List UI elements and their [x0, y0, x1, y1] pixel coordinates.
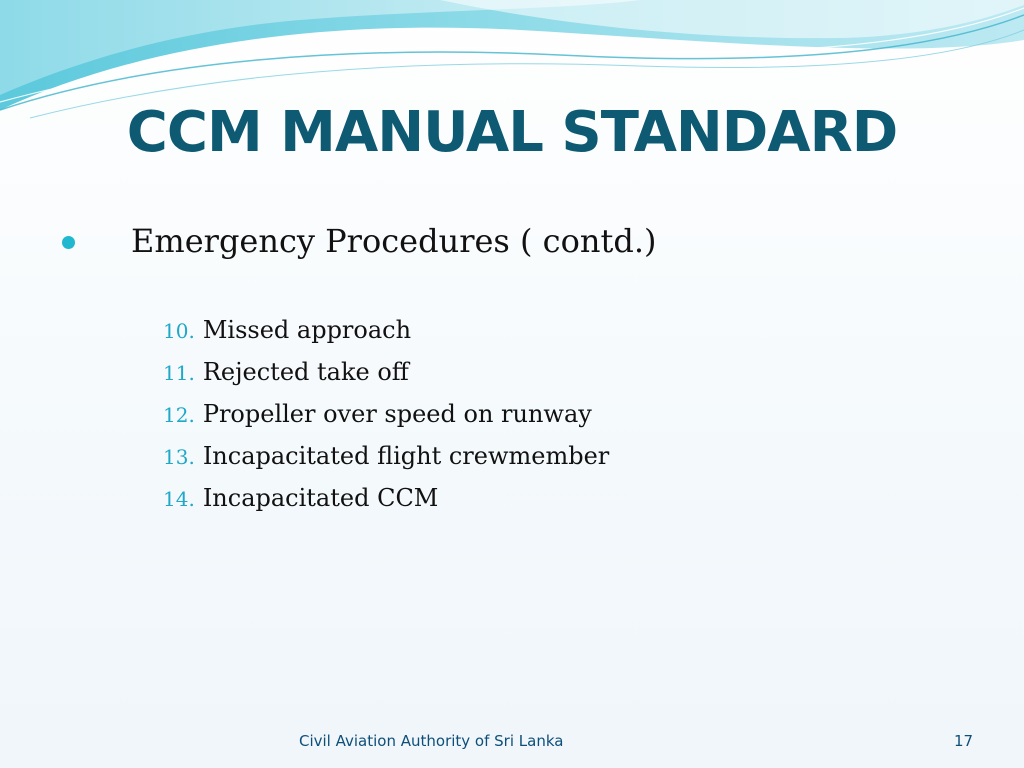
list-item-number: 12.: [163, 403, 195, 427]
list-item-text: Missed approach: [202, 316, 412, 344]
list-item-text: Incapacitated flight crewmember: [202, 442, 610, 470]
page-number: 17: [954, 732, 974, 750]
list-item-text: Incapacitated CCM: [202, 484, 439, 512]
list-item: [163, 394, 609, 436]
bullet-text: Emergency Procedures ( contd.): [131, 222, 657, 260]
list-item: [163, 436, 609, 478]
list-item: [163, 310, 609, 352]
procedure-list: [163, 310, 609, 520]
list-item-number: 10.: [163, 319, 195, 343]
slide-title: CCM MANUAL STANDARD: [126, 100, 898, 165]
list-item: [163, 478, 609, 520]
bullet-item: [62, 218, 656, 264]
list-item-number: 11.: [163, 361, 195, 385]
bullet-dot-icon: [62, 236, 75, 249]
list-item-number: 13.: [163, 445, 195, 469]
list-item: [163, 352, 609, 394]
list-item-text: Rejected take off: [202, 358, 409, 386]
footer-organization: Civil Aviation Authority of Sri Lanka: [299, 732, 564, 750]
list-item-text: Propeller over speed on runway: [202, 400, 592, 428]
list-item-number: 14.: [163, 487, 195, 511]
